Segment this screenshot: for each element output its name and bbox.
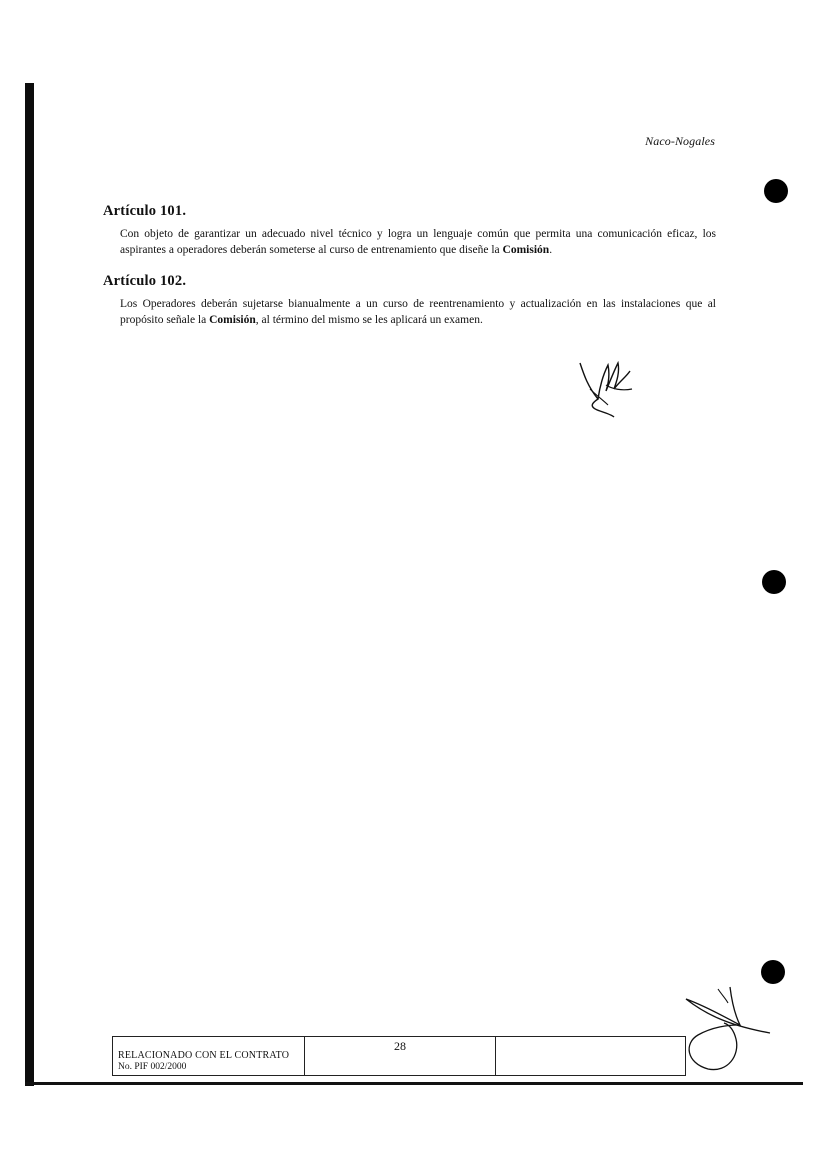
punch-hole-top (764, 179, 788, 203)
scan-left-edge (25, 83, 34, 1086)
article-body (120, 226, 716, 258)
article-text: Los Operadores deberán sujetarse bianualmente a un curso de reentrenamiento y actualización en las instalaciones que al propósito señale la (120, 298, 716, 326)
article-text: Con objeto de garantizar un adecuado nivel técnico y logra un lenguaje común que permita una comunicación eficaz, los aspirantes a operadores deberán someterse al curso de entrenamiento que diseñe la (120, 228, 716, 256)
footer-page-cell (305, 1037, 496, 1075)
article-body (120, 296, 716, 328)
footer-empty-cell (496, 1037, 685, 1075)
article-101 (103, 203, 716, 258)
punch-hole-middle (762, 570, 786, 594)
article-text-end: . (549, 244, 553, 256)
article-text-end: , al término del mismo se les aplicará un examen. (255, 314, 483, 326)
page-number: 28 (394, 1039, 406, 1053)
handwritten-signature (570, 355, 640, 420)
contract-number: No. PIF 002/2000 (118, 1062, 187, 1072)
article-title: Artículo 101. (103, 203, 187, 219)
scan-bottom-edge (25, 1082, 803, 1085)
article-title: Artículo 102. (103, 273, 187, 289)
article-102 (103, 273, 716, 328)
initials-mark (678, 985, 773, 1075)
article-emphasis: Comisión (209, 314, 256, 326)
footer-table (112, 1036, 686, 1076)
punch-hole-bottom (761, 960, 785, 984)
running-header: Naco-Nogales (645, 134, 715, 148)
footer-contract-cell (113, 1037, 305, 1075)
contract-label: RELACIONADO CON EL CONTRATO (118, 1050, 290, 1061)
article-emphasis: Comisión (502, 244, 550, 256)
